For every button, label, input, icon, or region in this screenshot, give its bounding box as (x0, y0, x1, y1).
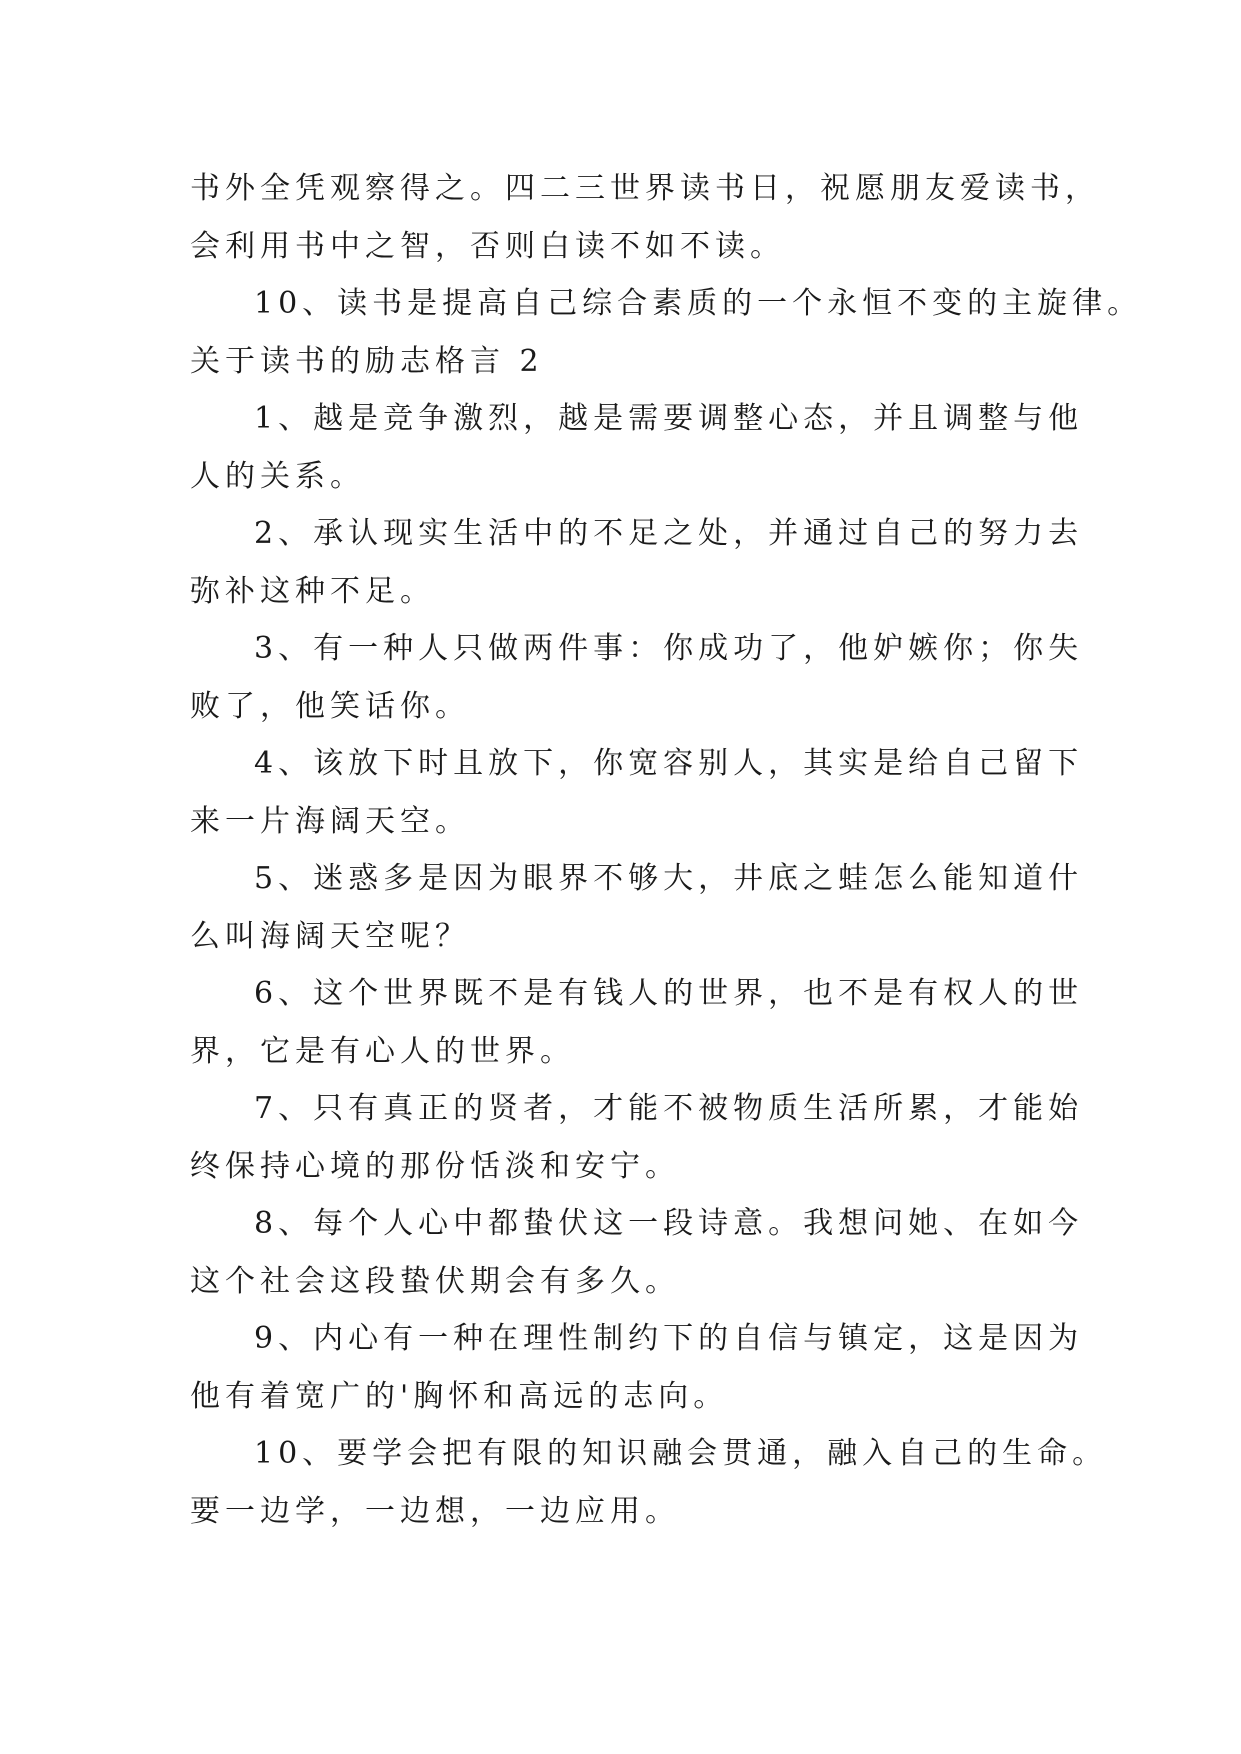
text-line: 7、只有真正的贤者，才能不被物质生活所累，才能始 (254, 1091, 1084, 1126)
text-line: 这个社会这段蛰伏期会有多久。 (190, 1263, 680, 1299)
text-line: 会利用书中之智，否则白读不如不读。 (190, 228, 785, 264)
text-line: 6、这个世界既不是有钱人的世界，也不是有权人的世 (254, 976, 1084, 1011)
text-line: 8、每个人心中都蛰伏这一段诗意。我想问她、在如今 (254, 1206, 1084, 1241)
text-line: 么叫海阔天空呢？ (190, 918, 470, 954)
text-line: 9、内心有一种在理性制约下的自信与镇定，这是因为 (254, 1321, 1084, 1356)
text-line: 10、读书是提高自己综合素质的一个永恒不变的主旋律。 (254, 286, 1143, 321)
section-heading: 关于读书的励志格言 2 (190, 343, 544, 379)
text-line: 2、承认现实生活中的不足之处，并通过自己的努力去 (254, 516, 1084, 551)
text-line: 来一片海阔天空。 (190, 803, 470, 839)
text-line: 10、要学会把有限的知识融会贯通，融入自己的生命。 (254, 1436, 1108, 1471)
document-body (190, 160, 1143, 1540)
text-line: 人的关系。 (190, 458, 365, 494)
text-line: 界，它是有心人的世界。 (190, 1033, 575, 1069)
text-line: 4、该放下时且放下，你宽容别人，其实是给自己留下 (254, 746, 1084, 781)
text-line: 书外全凭观察得之。四二三世界读书日，祝愿朋友爱读书， (190, 171, 1100, 206)
text-line: 5、迷惑多是因为眼界不够大，井底之蛙怎么能知道什 (254, 861, 1084, 896)
text-line: 终保持心境的那份恬淡和安宁。 (190, 1148, 680, 1184)
text-line: 他有着宽广的'胸怀和高远的志向。 (190, 1378, 729, 1414)
text-line: 败了，他笑话你。 (190, 688, 470, 724)
text-line: 1、越是竞争激烈，越是需要调整心态，并且调整与他 (254, 401, 1084, 436)
text-line: 弥补这种不足。 (190, 573, 435, 609)
text-line: 要一边学，一边想，一边应用。 (190, 1493, 680, 1529)
text-line: 3、有一种人只做两件事：你成功了，他妒嫉你；你失 (254, 631, 1084, 666)
